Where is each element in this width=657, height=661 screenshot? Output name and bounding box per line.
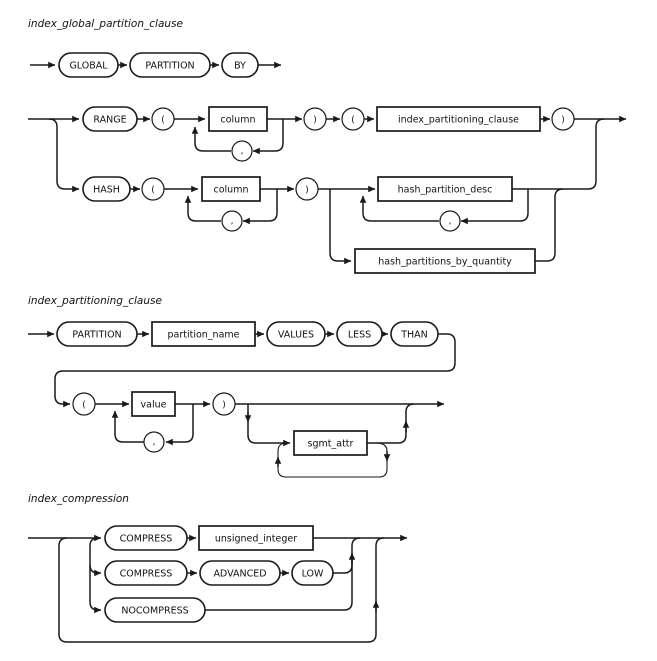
- svg-text:,: ,: [230, 216, 234, 227]
- svg-text:PARTITION: PARTITION: [72, 329, 122, 341]
- node-low-keyword: [292, 561, 333, 585]
- svg-text:LOW: LOW: [301, 568, 324, 580]
- node-nocompress-keyword: [105, 598, 205, 622]
- svg-text:LESS: LESS: [347, 329, 372, 341]
- svg-text:,: ,: [240, 146, 244, 157]
- node-less-keyword: [337, 322, 382, 346]
- svg-text:VALUES: VALUES: [277, 329, 315, 341]
- svg-text:): ): [561, 115, 565, 126]
- diagram-title: index_compression: [28, 493, 129, 505]
- node-rparen-circle: [304, 108, 326, 130]
- node-sgmt-attr-nonterminal: [294, 431, 367, 455]
- svg-text:COMPRESS: COMPRESS: [119, 533, 173, 545]
- svg-text:hash_partitions_by_quantity: hash_partitions_by_quantity: [378, 256, 512, 268]
- node-value-nonterminal: [132, 392, 175, 416]
- svg-text:column: column: [213, 184, 249, 196]
- svg-text:index_partitioning_clause: index_partitioning_clause: [398, 114, 519, 126]
- node-hash-partition-desc-nonterminal: [378, 177, 512, 201]
- rails-compression: [28, 538, 407, 642]
- svg-text:unsigned_integer: unsigned_integer: [214, 533, 298, 545]
- svg-text:PARTITION: PARTITION: [145, 60, 195, 72]
- diagram-title: index_global_partition_clause: [28, 18, 183, 30]
- node-column-nonterminal: [209, 107, 267, 131]
- svg-text:): ): [305, 185, 309, 196]
- svg-text:HASH: HASH: [93, 184, 120, 196]
- node-lparen-circle: [152, 108, 174, 130]
- svg-text:BY: BY: [234, 60, 246, 72]
- node-value-comma-circle: [144, 432, 164, 452]
- svg-text:,: ,: [152, 437, 156, 448]
- diagram-index-partitioning-clause: [28, 295, 455, 477]
- svg-text:ADVANCED: ADVANCED: [213, 568, 267, 580]
- svg-text:(: (: [351, 115, 355, 126]
- node-hash-rparen-circle: [296, 178, 318, 200]
- svg-text:THAN: THAN: [401, 329, 428, 341]
- svg-text:sgmt_attr: sgmt_attr: [307, 438, 354, 450]
- node-range-keyword: [83, 107, 137, 131]
- node-partition-name-nonterminal: [152, 322, 255, 346]
- svg-text:(: (: [151, 185, 155, 196]
- node-unsigned-integer-nonterminal: [199, 526, 313, 550]
- svg-text:,: ,: [448, 216, 452, 227]
- node-value-lparen-circle: [73, 393, 95, 415]
- node-hash-column-nonterminal: [202, 177, 260, 201]
- node-hash-partitions-by-quantity-nonterminal: [355, 249, 535, 273]
- node-hpd-comma-circle: [440, 211, 460, 231]
- diagram-index-compression: [28, 493, 407, 642]
- svg-text:hash_partition_desc: hash_partition_desc: [397, 184, 493, 196]
- svg-text:RANGE: RANGE: [93, 114, 127, 126]
- svg-text:): ): [222, 400, 226, 411]
- node-comma-circle: [232, 141, 252, 161]
- node-advanced-keyword: [200, 561, 280, 585]
- node-values-keyword: [267, 322, 325, 346]
- node-value-rparen-circle: [213, 393, 235, 415]
- svg-text:value: value: [140, 399, 167, 411]
- svg-text:(: (: [161, 115, 165, 126]
- node-by-keyword: [222, 53, 258, 77]
- node-lparen2-circle: [342, 108, 364, 130]
- node-rparen2-circle: [552, 108, 574, 130]
- svg-text:): ): [313, 115, 317, 126]
- node-compress2-keyword: [105, 561, 187, 585]
- node-than-keyword: [391, 322, 438, 346]
- node-hash-lparen-circle: [142, 178, 164, 200]
- svg-text:COMPRESS: COMPRESS: [119, 568, 173, 580]
- node-global-keyword: [59, 53, 118, 77]
- rails-hash-branch: [130, 119, 604, 261]
- svg-text:GLOBAL: GLOBAL: [69, 60, 108, 72]
- node-hash-comma-circle: [222, 211, 242, 231]
- node-partition2-keyword: [57, 322, 137, 346]
- diagram-index-global-partition-clause: [28, 18, 626, 273]
- svg-text:partition_name: partition_name: [167, 329, 240, 341]
- svg-text:NOCOMPRESS: NOCOMPRESS: [121, 605, 189, 617]
- node-index-partitioning-clause-nonterminal: [377, 107, 540, 131]
- node-hash-keyword: [83, 177, 130, 201]
- svg-text:(: (: [82, 400, 86, 411]
- diagram-title: index_partitioning_clause: [28, 295, 162, 307]
- svg-text:column: column: [220, 114, 256, 126]
- node-partition-keyword: [130, 53, 210, 77]
- node-compress1-keyword: [105, 526, 187, 550]
